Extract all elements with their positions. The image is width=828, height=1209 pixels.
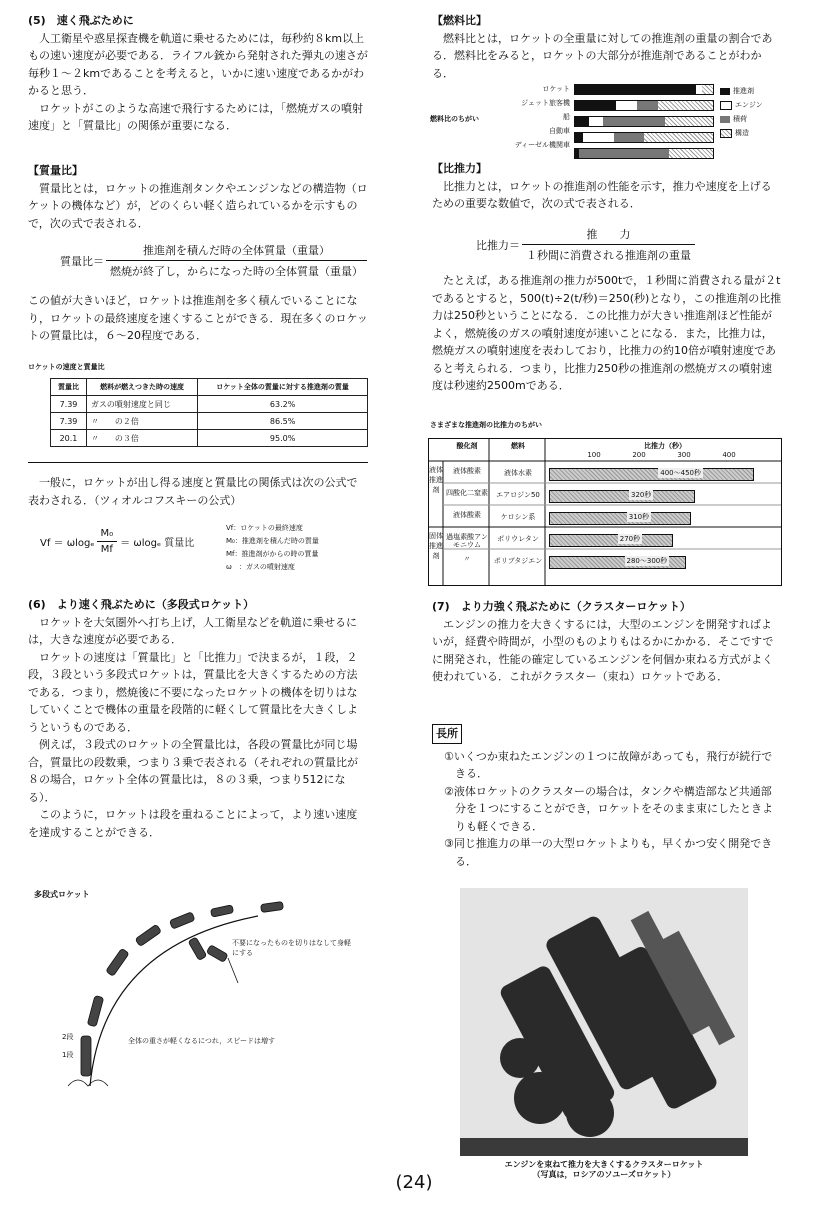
fuel-ratio-paragraph: 燃料比とは，ロケットの全重量に対しての推進剤の重量の割合である．燃料比をみると，ロケットの大部分が推進剤であることがわかる． — [432, 31, 773, 80]
figure-title: 多段式ロケット — [34, 890, 90, 899]
mass-ratio-formula-numerator: 推進剤を積んだ時の全体質量（重量） — [143, 244, 330, 257]
mass-ratio-paragraph-1: 質量比とは，ロケットの推進剤タンクやエンジンなどの構造物（ロケットの機体など）が，どのくらい軽く造られているかを示すもので，次の式で表される． — [28, 181, 368, 230]
category-label: 自動車 — [549, 127, 570, 135]
isp-chart — [428, 438, 782, 586]
list-item: ①いくつか束ねたエンジンの１つに故障があっても，飛行が続行できる． — [444, 749, 773, 780]
tsiolkovsky-formula: Vf ＝ ωlogₑ $\frac{\text{M₀}}{Mf}$ ＝ ωlogₑ 質量比 — [40, 528, 195, 555]
section-6-title: (6) より速く飛ぶために（多段式ロケット） — [28, 598, 255, 611]
tsiolkovsky-formula-lhs: Vf ＝ ωlogₑ — [40, 538, 95, 549]
isp-oxidizer-cell: 四酸化二窒素 — [446, 489, 488, 497]
section-divider — [28, 462, 368, 463]
table-row: 7.39 〃 の２倍 86.5% — [51, 413, 368, 430]
section-5 — [28, 12, 368, 135]
fuel-chart-legend — [720, 84, 763, 140]
fuel-ratio-chart — [430, 82, 790, 162]
cluster-rocket-image — [460, 888, 748, 1156]
tsiolkovsky-formula-rhs: ＝ ωlogₑ 質量比 — [120, 538, 195, 549]
table-header: 燃料が燃えつきた時の速度 — [86, 379, 197, 396]
category-label: ロケット — [542, 85, 570, 93]
list-item: ②液体ロケットのクラスターの場合は，タンクや構造部など共通部分を１つにすることができ，ロケットをそのまま束にしたときよりも軽くできる． — [444, 784, 774, 833]
isp-fuel-cell: ケロシン系 — [500, 513, 536, 521]
isp-bar-label: 270秒 — [619, 535, 641, 543]
table-header: 質量比 — [51, 379, 87, 396]
isp-group-liquid: 液体推進剤 — [429, 466, 443, 494]
section-5-paragraph-1: 人工衛星や惑星探査機を軌道に乗せるためには，毎秒約８km以上もの速い速度が必要である．ライフル銃から発射された弾丸の速さが毎秒１～２kmであることを考えると，いかに速い速度であるかがわかると思う． — [28, 31, 368, 97]
isp-bar-label: 310秒 — [628, 513, 650, 521]
fuel-ratio-section — [432, 12, 782, 82]
legend-item: Mf：推進剤がからの時の質量 — [226, 550, 319, 558]
merits-list — [432, 748, 782, 871]
isp-tick-label: 100 — [587, 451, 601, 459]
isp-oxidizer-cell: 液体酸素 — [453, 467, 481, 475]
list-item: ③同じ推進力の単一の大型ロケットよりも，早くかつ安く開発できる． — [444, 837, 773, 868]
rocket-trajectory-illustration — [28, 886, 368, 1096]
section-7-title: (7) より力強く飛ぶために（クラスターロケット） — [432, 600, 691, 613]
section-5-paragraph-2: ロケットがこのような高速で飛行するためには，「燃焼ガスの噴射速度」と「質量比」の関係が重要になる． — [28, 101, 363, 132]
isp-oxidizer-cell: 〃 — [463, 555, 471, 563]
legend-item: 積荷 — [720, 112, 763, 126]
merits-heading: 長所 — [432, 724, 462, 744]
photo-caption: エンジンを束ねて推力を大きくするクラスターロケット （写真は，ロシアのソユーズロケット） — [504, 1160, 704, 1179]
section-7: (7) より力強く飛ぶために（クラスターロケット） エンジンの推力を大きくするには，大型のエンジンを開発すればよいが，経費や時間が，小型のものよりもはるかにかかる．そこですでに開発され，性能の確定しているエンジンを何個か束ねる方式がよく使われている．これがクラスター（束ね）ロケットである． — [432, 598, 782, 686]
mass-ratio-paragraph-2: この値が大きいほど，ロケットは推進剤を多く積んでいることになり，ロケットの最終速度を速くすることができる．現在多くのロケットの質量比は，６～20程度である． — [28, 294, 368, 342]
table-row: 7.39 ガスの噴射速度と同じ 63.2% — [51, 396, 368, 413]
isp-fuel-cell: 液体水素 — [504, 469, 532, 477]
isp-group-solid: 固体推進剤 — [429, 532, 443, 560]
isp-header-impulse: 比推力（秒） — [644, 442, 686, 450]
isp-bar — [549, 512, 691, 525]
legend-item: 構造 — [720, 126, 763, 140]
isp-bar — [549, 534, 673, 547]
category-label: 船 — [563, 113, 570, 121]
multistage-rocket-figure — [28, 886, 368, 1096]
fuel-chart-bars — [574, 84, 714, 159]
fuel-chart-categories — [500, 82, 570, 152]
isp-fuel-cell: ポリウレタン — [497, 535, 539, 543]
bar-car — [574, 132, 714, 143]
isp-bar — [549, 490, 695, 503]
mass-ratio-formula-lhs: 質量比＝ — [60, 254, 104, 268]
legend-item: ω ：ガスの噴射速度 — [226, 563, 295, 571]
isp-bar-label: 320秒 — [631, 491, 652, 499]
specific-impulse-section: 【比推力】 比推力とは，ロケットの推進剤の性能を示す，推力や速度を上げるための重要な数値で，次の式で表される． — [432, 160, 782, 213]
stage-1-label: 1段 — [62, 1051, 74, 1059]
legend-item: 推進剤 — [720, 84, 763, 98]
section-6: (6) より速く飛ぶために（多段式ロケット） ロケットを大気圏外へ打ち上げ，人工衛星などを軌道に乗せるには，大きな速度が必要である． ロケットの速度は「質量比」と「比推力」で決まるが，１段，２段，３段という多段式ロケットは，質量比を大きくするための方法である．つまり，燃焼後に不要になったロケットの機体を切りはなしていくことで機体の重量を段階的に軽くして質量比を大きくしようというものである． 例えば，３段式のロケットの全質量比は，各段の質量比が同じ場合，質量比の段数乗，つまり３乗で表される（それぞれの質量比が８の場合，ロケット全体の質量比は，８の３乗，つまり512になる）． このように，ロケットは段を重ねることによって，より速い速度を達成することができる． — [28, 596, 368, 841]
tsiolkovsky-paragraph: 一般に，ロケットが出し得る速度と質量比の関係式は次の公式で表わされる．（ツィオルコフスキーの公式） — [28, 476, 358, 507]
mass-ratio-table-caption: ロケットの速度と質量比 — [28, 363, 105, 371]
specific-impulse-heading: 【比推力】 — [432, 162, 487, 175]
isp-bar-label: 280～300秒 — [626, 557, 668, 565]
stage-2-label: 2段 — [62, 1033, 74, 1041]
isp-oxidizer-cell: 液体酸素 — [453, 511, 481, 519]
isp-header-oxidizer: 酸化剤 — [456, 442, 478, 450]
section-5-title: (5) 速く飛ぶために — [28, 14, 134, 27]
page-number: (24) — [395, 1172, 433, 1193]
mass-ratio-section — [28, 162, 368, 232]
soyuz-photo — [460, 888, 748, 1156]
tsiolkovsky-legend — [226, 522, 376, 574]
legend-item: エンジン — [720, 98, 763, 112]
isp-tick-label: 400 — [722, 451, 736, 459]
bar-jet — [574, 100, 714, 111]
isp-header-fuel: 燃料 — [511, 442, 525, 450]
isp-tick-label: 300 — [677, 451, 691, 459]
table-header: ロケット全体の質量に対する推進剤の質量 — [198, 379, 368, 396]
category-label: ジェット旅客機 — [521, 99, 570, 107]
specific-impulse-formula: 比推力＝ $\frac{\text{推 力}}{\text{１秒間に消費される推進剤の重量}}$ — [476, 226, 695, 263]
fuel-ratio-heading: 【燃料比】 — [432, 14, 487, 27]
specific-impulse-paragraph-2: たとえば，ある推進剤の推力が500tで，１秒間に消費される量が２tであるとすると，500(t)÷2(t/秒)＝250(秒)となり，この推進剤の比推力は250秒ということになる．この比推力が大きい推進剤ほど性能がよく，燃焼後のガスの噴射速度が速いことになる．また，比推力は，燃焼ガスの噴射速度を表わしており，比推力の約10倍が噴射速度であると考えられる．つまり，比推力250秒の推進剤の燃焼ガスの噴射速度は秒速約2500mである． — [432, 274, 782, 392]
bar-diesel — [574, 148, 714, 159]
legend-item: Vf：ロケットの最終速度 — [226, 524, 303, 532]
mass-ratio-table — [50, 378, 368, 447]
isp-fuel-cell: エアロジン50 — [496, 491, 540, 499]
speed-note: 全体の重さが軽くなるにつれ，スピードは増す — [128, 1037, 275, 1045]
isp-tick-label: 200 — [632, 451, 646, 459]
table-row: 20.1 〃 の３倍 95.0% — [51, 430, 368, 447]
mass-ratio-formula — [60, 242, 367, 279]
bar-ship — [574, 116, 714, 127]
mass-ratio-heading: 【質量比】 — [28, 164, 83, 177]
category-label: ディーゼル機関車 — [514, 141, 570, 149]
mass-ratio-formula-denominator: 燃焼が終了し，からになった時の全体質量（重量） — [106, 260, 367, 279]
isp-bar-label: 400～450秒 — [660, 469, 701, 477]
merits-section — [432, 724, 782, 870]
fuel-chart-label: 燃料比のちがい — [430, 115, 479, 123]
isp-table-caption: さまざまな推進剤の比推力のちがい — [430, 421, 542, 429]
legend-item: M₀：推進剤を積んだ時の質量 — [226, 537, 319, 545]
detach-note: 不要になったものを切りはなして身軽にする — [232, 939, 351, 957]
isp-bar — [549, 468, 754, 481]
bar-rocket — [574, 84, 714, 95]
isp-oxidizer-cell: 過塩素酸アンモニウム — [446, 533, 488, 549]
isp-fuel-cell: ポリブタジエン — [493, 557, 543, 565]
